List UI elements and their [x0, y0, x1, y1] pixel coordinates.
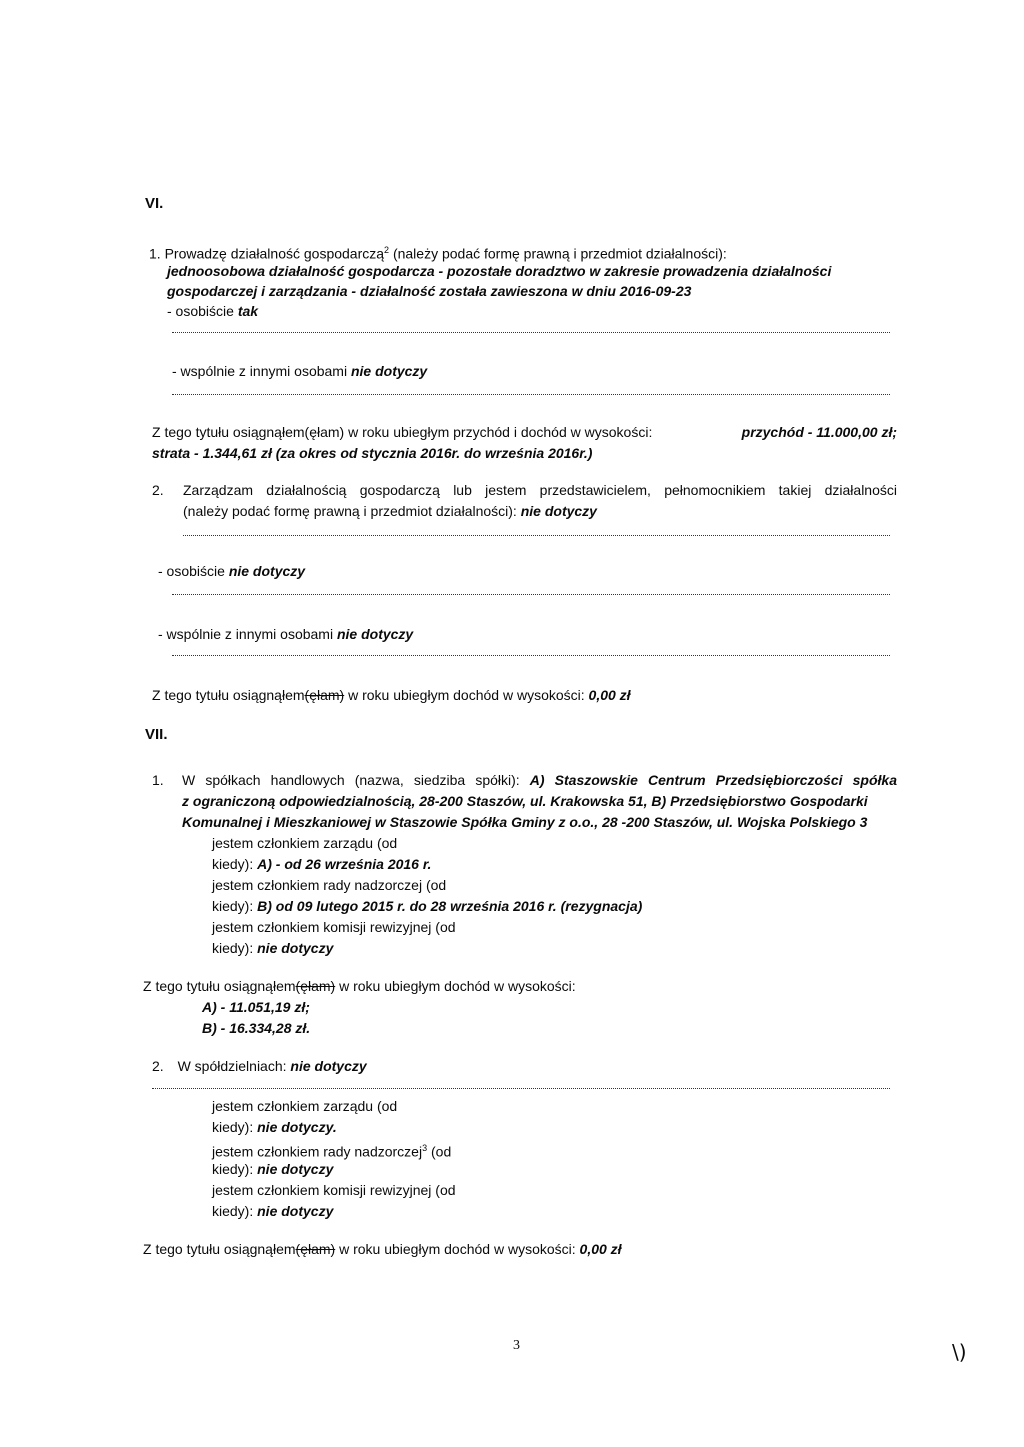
dotted-line: [183, 535, 890, 536]
s6-item2-income: [152, 686, 631, 704]
s7-item1-audit-l2: [212, 939, 333, 957]
dotted-line: [172, 394, 890, 395]
s7-item2-income: [143, 1240, 622, 1258]
s7-item2-income-label: Z tego tytułu osiągnąłem: [143, 1241, 296, 1257]
s6-item2-income-label: Z tego tytułu osiągnąłem: [152, 687, 305, 703]
s7-item2-supervisory-when: kiedy):: [212, 1161, 254, 1177]
s6-item2-text-l1: Zarządzam działalnością gospodarczą lub jestem przedstawicielem, pełnomocnikiem takiej działalności: [183, 482, 897, 498]
s7-item2-number: 2.: [152, 1058, 164, 1074]
s6-item1-jointly-value: nie dotyczy: [350, 363, 428, 379]
s7-item2-label: W spółdzielniach:: [177, 1058, 287, 1074]
s6-item2-number: 2.: [152, 482, 164, 498]
s7-item1-income-label-cont: w roku ubiegłym dochód w wysokości:: [335, 978, 576, 994]
s7-item1-line1: [182, 771, 897, 789]
s7-item1-supervisory-when: kiedy):: [212, 898, 254, 914]
s7-item1-income: [143, 977, 576, 995]
s6-item2-personally: [158, 562, 305, 580]
dotted-line: [152, 1088, 890, 1089]
s6-item2-income-struck: (ęłam): [304, 687, 345, 703]
s7-item1-supervisory-l2: [212, 897, 642, 915]
s7-item1-income-struck: (ęłam): [295, 978, 336, 994]
s7-item2-supervisory-label-cont: (od: [427, 1143, 452, 1160]
s7-item1-audit-when: kiedy):: [212, 940, 254, 956]
s6-item1-line: [149, 241, 727, 263]
footnote-ref: 3: [422, 1143, 428, 1153]
footnote-ref: 2: [384, 245, 390, 255]
s7-item2-audit-l1: jestem członkiem komisji rewizyjnej (od: [212, 1182, 456, 1198]
s7-item2-audit-value: nie dotyczy: [257, 1203, 334, 1219]
dotted-line: [172, 594, 890, 595]
s7-item1-board-l2: [212, 855, 431, 873]
s7-item2-audit-l2: [212, 1202, 333, 1220]
s6-item2-text-l2-label: (należy podać formę prawną i przedmiot działalności):: [183, 503, 517, 519]
s7-item2-board-l2: [212, 1118, 337, 1136]
s6-item1-description-l2: gospodarczej i zarządzania - działalność została zawieszona w dniu 2016-09-23: [167, 283, 692, 299]
dotted-line: [172, 655, 890, 656]
s7-item2-board-value: nie dotyczy.: [257, 1119, 337, 1135]
s6-item2-income-value: 0,00 zł: [588, 687, 631, 703]
s6-item1-jointly: [172, 362, 427, 380]
s7-item2-supervisory-label: jestem członkiem rady nadzorczej: [212, 1143, 423, 1160]
s7-item1-intro: W spółkach handlowych (nazwa, siedziba spółki):: [182, 772, 520, 788]
s7-item1-audit-l1: jestem członkiem komisji rewizyjnej (od: [212, 919, 456, 935]
s7-item2-audit-when: kiedy):: [212, 1203, 254, 1219]
s7-item2-value: nie dotyczy: [290, 1058, 367, 1074]
s7-item1-companies-l1: A) Staszowskie Centrum Przedsiębiorczości spółka: [529, 772, 897, 788]
s6-item1-income: [152, 423, 897, 441]
s7-item1-income-a: A) - 11.051,19 zł;: [202, 999, 310, 1015]
s7-item1-supervisory-l1: jestem członkiem rady nadzorczej (od: [212, 877, 447, 893]
s6-item1-jointly-label: - wspólnie z innymi osobami: [172, 363, 348, 379]
section-heading-vii: VII.: [145, 726, 168, 743]
s6-item2-jointly-label: - wspólnie z innymi osobami: [158, 626, 334, 642]
s7-item1-board-value: A) - od 26 września 2016 r.: [257, 856, 432, 872]
s6-item1-income-label: Z tego tytułu osiągnąłem(ęłam) w roku ubiegłym przychód i dochód w wysokości:: [152, 424, 653, 440]
section-heading-vi: VI.: [145, 195, 164, 212]
s6-item1-income-value-l2: strata - 1.344,61 zł (za okres od stycznia 2016r. do września 2016r.): [152, 445, 593, 461]
page-number: 3: [513, 1338, 520, 1353]
dotted-line: [172, 332, 890, 333]
s6-item2-text-l2: [183, 502, 597, 520]
s6-item2-income-label-cont: w roku ubiegłym dochód w wysokości:: [344, 687, 585, 703]
s7-item1-board-l1: jestem członkiem zarządu (od: [212, 835, 398, 851]
s7-item2-board-when: kiedy):: [212, 1119, 254, 1135]
s7-item1-number: 1.: [152, 772, 164, 788]
s7-item1-supervisory-value: B) od 09 lutego 2015 r. do 28 września 2016 r. (rezygnacja): [257, 898, 643, 914]
s7-item2-line: [152, 1057, 367, 1075]
s7-item1-companies-l3: Komunalnej i Mieszkaniowej w Staszowie Spółka Gminy z o.o., 28 -200 Staszów, ul. Wojska Polskiego 3: [182, 814, 868, 830]
s6-item2-personally-label: - osobiście: [158, 563, 225, 579]
s6-item1-intro-cont: (należy podać formę prawną i przedmiot działalności):: [389, 245, 727, 262]
s7-item2-income-value: 0,00 zł: [579, 1241, 622, 1257]
s7-item2-supervisory-value: nie dotyczy: [257, 1161, 334, 1177]
s7-item2-board-l1: jestem członkiem zarządu (od: [212, 1098, 398, 1114]
s6-item1-income-value-l1: przychód - 11.000,00 zł;: [741, 424, 897, 440]
s6-item2-jointly: [158, 625, 413, 643]
s6-item1-number: 1.: [149, 245, 161, 262]
s6-item1-personally-value: tak: [237, 303, 259, 319]
s7-item1-audit-value: nie dotyczy: [257, 940, 334, 956]
s7-item1-income-label: Z tego tytułu osiągnąłem: [143, 978, 296, 994]
s7-item2-income-struck: (ęłam): [295, 1241, 336, 1257]
initials-mark: \): [952, 1340, 967, 1364]
s6-item1-description-l1: jednoosobowa działalność gospodarcza - pozostałe doradztwo w zakresie prowadzenia działalności: [167, 263, 832, 279]
s7-item1-board-when: kiedy):: [212, 856, 254, 872]
s6-item1-personally: [167, 302, 258, 320]
s7-item2-income-label-cont: w roku ubiegłym dochód w wysokości:: [335, 1241, 576, 1257]
s6-item1-intro: Prowadzę działalność gospodarczą: [164, 245, 385, 262]
s7-item1-income-b: B) - 16.334,28 zł.: [202, 1020, 311, 1036]
s7-item1-companies-l2: z ograniczoną odpowiedzialnością, 28-200 Staszów, ul. Krakowska 51, B) Przedsiębiorstwo Gospodarki: [182, 793, 868, 809]
s6-item2-value: nie dotyczy: [520, 503, 597, 519]
s6-item2-personally-value: nie dotyczy: [228, 563, 306, 579]
s6-item2-jointly-value: nie dotyczy: [336, 626, 414, 642]
s7-item2-supervisory-l1: [212, 1139, 451, 1161]
s7-item2-supervisory-l2: [212, 1160, 333, 1178]
s6-item1-personally-label: - osobiście: [167, 303, 234, 319]
